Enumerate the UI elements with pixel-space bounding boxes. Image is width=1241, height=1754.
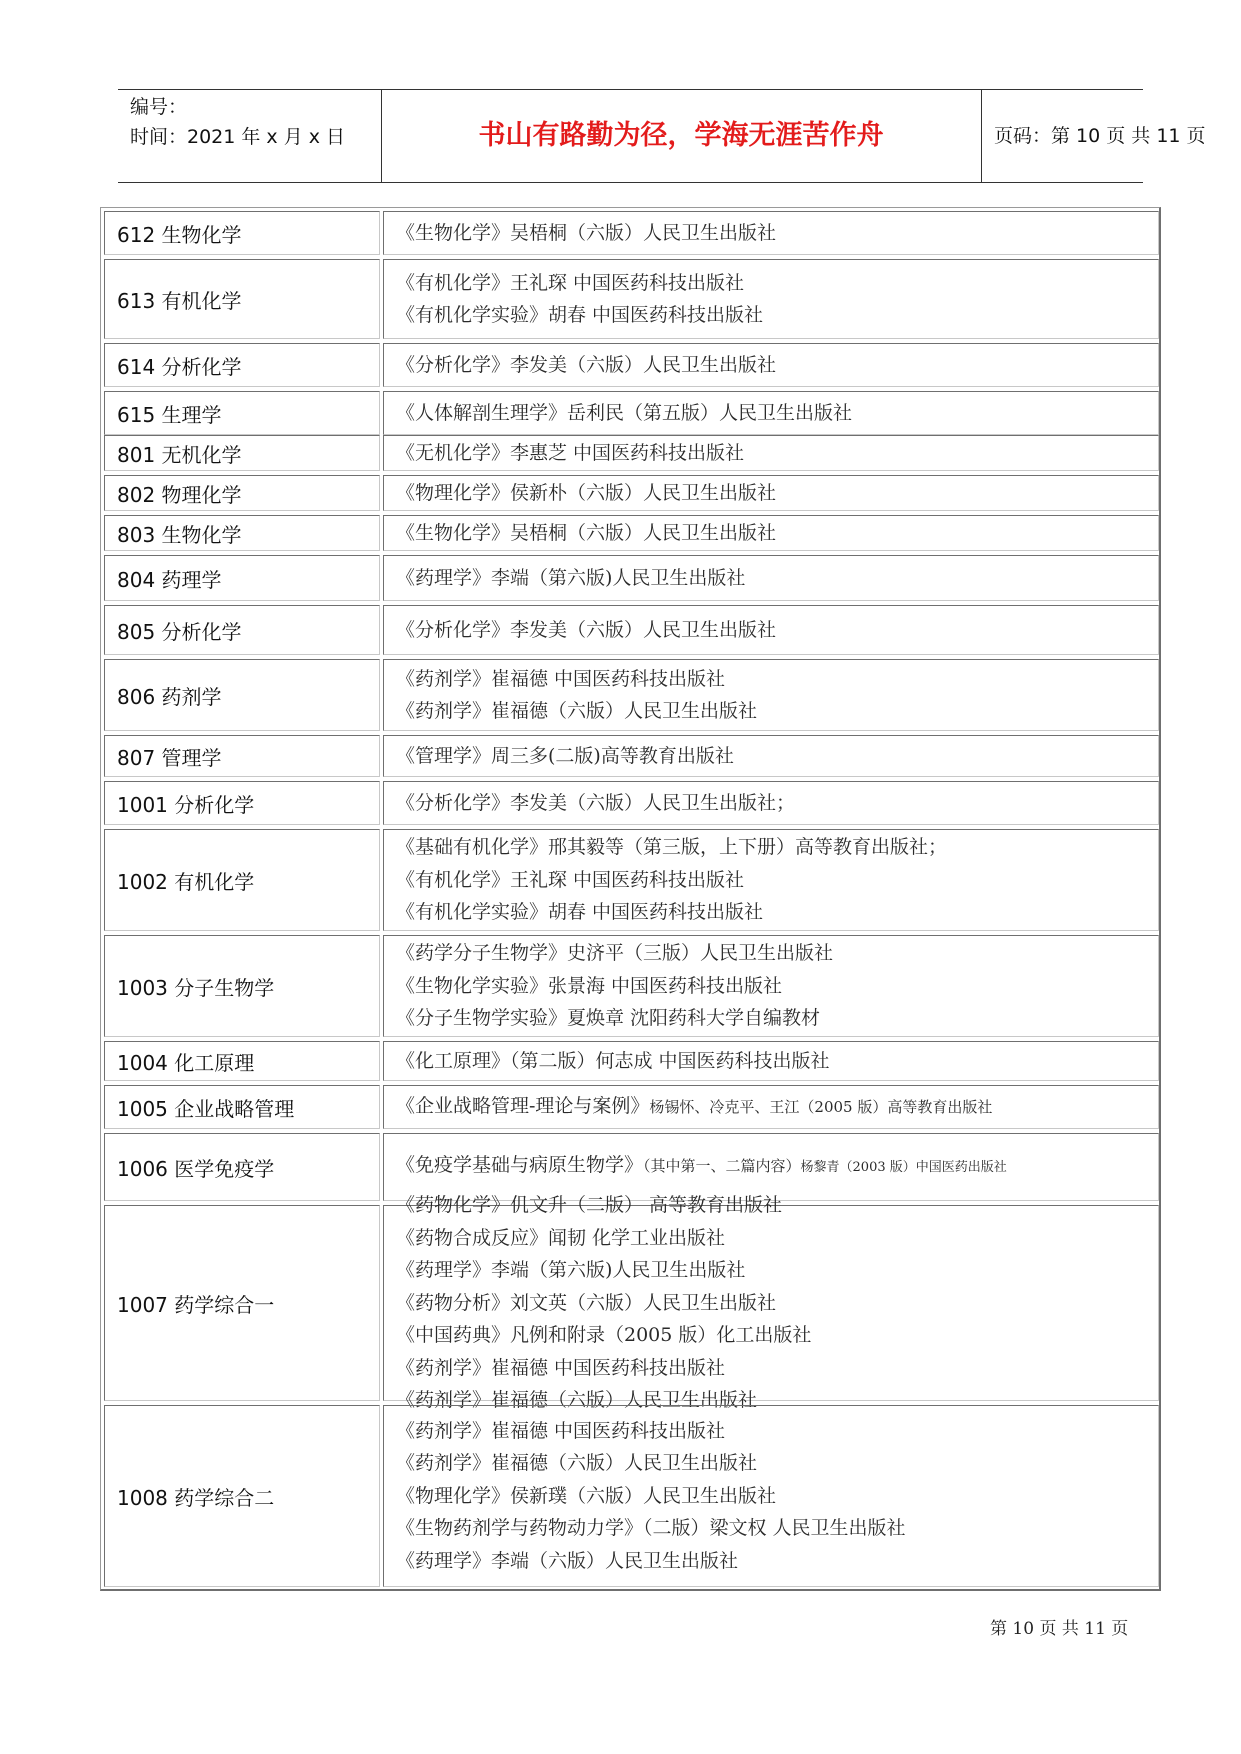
reference-book [396, 349, 1154, 382]
book-title: 《人体解剖生理学》岳利民（第五版）人民卫生出版社 [396, 401, 853, 424]
book-title: 《分子生物学实验》夏焕章 沈阳药科大学自编教材 [396, 1007, 821, 1030]
exam-code-cell [104, 829, 380, 931]
reference-book [396, 1480, 1154, 1513]
reference-books-cell [383, 781, 1159, 825]
table-row [104, 343, 1159, 387]
header-divider [981, 90, 982, 182]
book-title: 《药物分析》刘文英（六版）人民卫生出版社 [396, 1291, 777, 1314]
exam-code-cell [104, 659, 380, 731]
exam-subject: 807 管理学 [117, 745, 222, 770]
reference-book-list [396, 1406, 1154, 1586]
exam-subject: 801 无机化学 [117, 442, 242, 467]
exam-code-cell [104, 211, 380, 255]
header-page-number: 页码：第 10 页 共 11 页 [994, 125, 1206, 147]
book-title: 《免疫学基础与病原生物学》 [396, 1154, 644, 1177]
exam-code-cell [104, 391, 380, 435]
reference-book-list [396, 344, 1154, 386]
reference-books-cell [383, 829, 1159, 931]
reference-books-cell [383, 343, 1159, 387]
table-row [104, 735, 1159, 777]
exam-subject: 1005 企业战略管理 [117, 1096, 295, 1121]
book-publisher: 杨黎青（2003 版）中国医药出版社 [800, 1160, 1007, 1176]
reference-book-list [396, 516, 1154, 550]
reference-book [396, 663, 1154, 696]
reference-books-cell [383, 1194, 1159, 1412]
reference-book [396, 1447, 1154, 1480]
book-title: 《物理化学》侯新朴（六版）人民卫生出版社 [396, 481, 777, 504]
book-title: 《生物化学》吴梧桐（六版）人民卫生出版社 [396, 521, 777, 544]
reference-book [396, 896, 1154, 929]
book-title: 《药物化学》仉文升（二版） 高等教育出版社 [396, 1194, 783, 1217]
reference-book-list [396, 1194, 1154, 1412]
reference-book-list [396, 556, 1154, 600]
book-title: 《生物化学》吴梧桐（六版）人民卫生出版社 [396, 221, 777, 244]
exam-code-cell [104, 1041, 380, 1081]
book-details: 杨锡怀、冷克平、王江（2005 版）高等教育出版社 [649, 1098, 993, 1117]
exam-subject: 1008 药学综合二 [117, 1485, 275, 1510]
reference-book [396, 1045, 1154, 1078]
reference-books-cell [383, 735, 1159, 777]
book-title: 《药剂学》崔福德 中国医药科技出版社 [396, 1356, 726, 1379]
reference-books-cell [383, 935, 1159, 1037]
reference-book [396, 1512, 1154, 1545]
reference-book [396, 740, 1154, 773]
reference-books-cell [383, 515, 1159, 551]
reference-book-list [396, 736, 1154, 776]
document-date: 时间：2021 年 x 月 x 日 [130, 126, 346, 148]
reference-books-cell [383, 391, 1159, 435]
book-title: 《物理化学》侯新璞（六版）人民卫生出版社 [396, 1484, 777, 1507]
header-motto: 书山有路勤为径，学海无涯苦作舟 [478, 120, 884, 151]
book-title: 《无机化学》李惠芝 中国医药科技出版社 [396, 441, 745, 464]
book-title: 《分析化学》李发美（六版）人民卫生出版社 [396, 618, 777, 641]
table-row [104, 935, 1159, 1037]
table-row [104, 391, 1159, 435]
reference-book [396, 1254, 1154, 1287]
reference-book-list [396, 1042, 1154, 1080]
table-row [104, 555, 1159, 601]
table-row [104, 1041, 1159, 1081]
exam-code-cell [104, 781, 380, 825]
book-title: 《生物药剂学与药物动力学》（二版）梁文权 人民卫生出版社 [396, 1517, 906, 1540]
reference-book [396, 1149, 1154, 1185]
exam-code-cell [104, 515, 380, 551]
book-title: 《药理学》李端（第六版)人民卫生出版社 [396, 566, 746, 589]
reference-books-cell [383, 1085, 1159, 1129]
exam-subject: 1006 医学免疫学 [117, 1156, 275, 1181]
reference-book [396, 614, 1154, 647]
exam-code-cell [104, 555, 380, 601]
document-number-label: 编号： [130, 96, 188, 118]
reference-book [396, 1352, 1154, 1385]
exam-subject: 612 生物化学 [117, 222, 242, 247]
exam-subject: 806 药剂学 [117, 684, 222, 709]
table-row [104, 259, 1159, 339]
exam-subject: 805 分析化学 [117, 619, 242, 644]
exam-subject: 803 生物化学 [117, 522, 242, 547]
book-title: 《基础有机化学》邢其毅等（第三版，上下册）高等教育出版社； [396, 836, 948, 859]
reference-book-list [396, 392, 1154, 434]
reference-book [396, 1090, 1154, 1124]
book-title: 《药理学》李端（第六版)人民卫生出版社 [396, 1259, 746, 1282]
reference-book [396, 217, 1154, 250]
book-details: （其中第一、二篇内容） [643, 1157, 801, 1176]
exam-code-cell [104, 435, 380, 471]
book-title: 《药剂学》崔福德 中国医药科技出版社 [396, 1419, 726, 1442]
reference-book-list [396, 606, 1154, 654]
exam-subject: 1004 化工原理 [117, 1050, 255, 1075]
book-title: 《药剂学》崔福德（六版）人民卫生出版社 [396, 1389, 758, 1412]
reference-book [396, 937, 1154, 970]
reference-book [396, 1189, 1154, 1222]
book-title: 《药剂学》崔福德 中国医药科技出版社 [396, 667, 726, 690]
reference-book [396, 267, 1154, 300]
reference-book [396, 1415, 1154, 1448]
book-title: 《生物化学实验》张景海 中国医药科技出版社 [396, 974, 783, 997]
exam-code-cell [104, 475, 380, 511]
reference-book [396, 437, 1154, 470]
reference-book [396, 562, 1154, 595]
book-title: 《有机化学实验》胡春 中国医药科技出版社 [396, 304, 764, 326]
reference-book [396, 397, 1154, 430]
reference-book [396, 831, 1154, 864]
table-row [104, 605, 1159, 655]
exam-subject: 804 药理学 [117, 567, 222, 592]
exam-code-cell [104, 1405, 380, 1587]
reference-books-cell [383, 211, 1159, 255]
table-row [104, 1194, 1159, 1412]
exam-code-cell [104, 1205, 380, 1401]
reference-book-list [396, 436, 1154, 470]
exam-subject: 614 分析化学 [117, 354, 242, 379]
reference-book [396, 477, 1154, 510]
table-row [104, 659, 1159, 731]
reference-book [396, 1002, 1154, 1035]
reference-books-cell [383, 435, 1159, 471]
reference-book-list [396, 936, 1154, 1036]
reference-book [396, 517, 1154, 550]
reference-book [396, 1319, 1154, 1352]
reference-book [396, 787, 1154, 820]
table-row [104, 211, 1159, 255]
exam-subject: 1003 分子生物学 [117, 975, 275, 1000]
book-title: 《药学分子生物学》史济平（三版）人民卫生出版社 [396, 942, 834, 965]
reference-book [396, 695, 1154, 728]
reference-book [396, 1222, 1154, 1255]
exam-code-cell [104, 343, 380, 387]
reference-books-cell [383, 259, 1159, 339]
reference-book-list [396, 782, 1154, 824]
reference-book [396, 1287, 1154, 1320]
exam-code-cell [104, 605, 380, 655]
book-title: 《企业战略管理-理论与案例》 [396, 1095, 650, 1118]
exam-code-cell [104, 259, 380, 339]
reference-books-cell [383, 659, 1159, 731]
exam-subject: 613 有机化学 [117, 288, 242, 313]
reference-book [396, 1545, 1154, 1578]
reference-book-list [396, 830, 1154, 930]
reference-book-list [396, 1086, 1154, 1128]
table-row [104, 1405, 1159, 1587]
table-row [104, 1085, 1159, 1129]
book-title: 《药物合成反应》闻韧 化学工业出版社 [396, 1226, 726, 1249]
reference-books-cell [383, 1041, 1159, 1081]
table-row [104, 515, 1159, 551]
book-title: 《分析化学》李发美（六版）人民卫生出版社 [396, 353, 777, 376]
book-title: 《药剂学》崔福德（六版）人民卫生出版社 [396, 700, 758, 722]
reference-book-list [396, 260, 1154, 338]
reference-book [396, 299, 1154, 332]
exam-subject: 802 物理化学 [117, 482, 242, 507]
reference-books-cell [383, 1405, 1159, 1587]
exam-code-cell [104, 1085, 380, 1129]
book-title: 《化工原理》（第二版）何志成 中国医药科技出版社 [396, 1049, 830, 1072]
book-title: 《管理学》周三多(二版)高等教育出版社 [396, 744, 734, 767]
table-row [104, 435, 1159, 471]
reference-books-cell [383, 555, 1159, 601]
reference-books-cell [383, 475, 1159, 511]
table-row [104, 781, 1159, 825]
page-footer: 第 10 页 共 11 页 [990, 1619, 1129, 1639]
exam-code-cell [104, 1133, 380, 1201]
exam-subject: 615 生理学 [117, 402, 222, 427]
header-meta [130, 92, 380, 152]
exam-subject: 1001 分析化学 [117, 792, 255, 817]
reference-book [396, 864, 1154, 897]
book-title: 《有机化学实验》胡春 中国医药科技出版社 [396, 901, 764, 924]
exam-subject: 1007 药学综合一 [117, 1292, 275, 1317]
reference-book [396, 970, 1154, 1003]
book-title: 《分析化学》李发美（六版）人民卫生出版社； [396, 791, 796, 814]
book-title: 《药理学》李端（六版）人民卫生出版社 [396, 1549, 739, 1572]
table-row [104, 475, 1159, 511]
exam-code-cell [104, 935, 380, 1037]
exam-code-cell [104, 735, 380, 777]
reference-book-list [396, 212, 1154, 254]
exam-subject: 1002 有机化学 [117, 869, 255, 894]
book-title: 《有机化学》王礼琛 中国医药科技出版社 [396, 271, 745, 294]
reference-book-list [396, 660, 1154, 730]
table-row [104, 829, 1159, 931]
book-title: 《有机化学》王礼琛 中国医药科技出版社 [396, 868, 745, 891]
book-title: 《中国药典》凡例和附录（2005 版）化工出版社 [396, 1324, 812, 1347]
reference-book-list [396, 476, 1154, 510]
page-header [118, 89, 1206, 183]
book-title: 《药剂学》崔福德（六版）人民卫生出版社 [396, 1452, 758, 1475]
reference-books-cell [383, 605, 1159, 655]
